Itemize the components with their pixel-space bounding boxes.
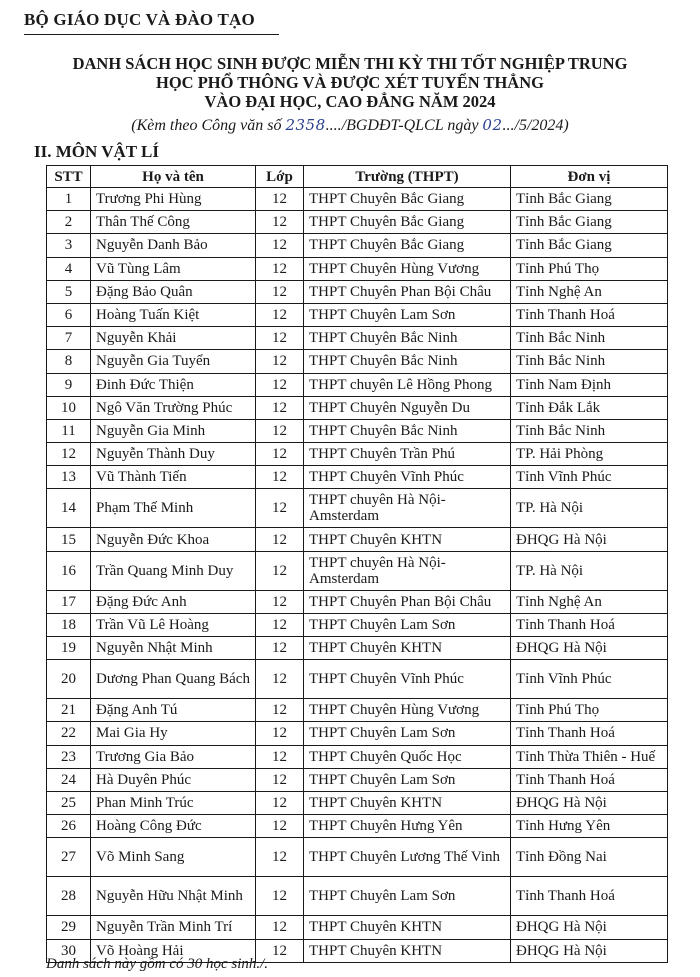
row-grade: 12: [256, 613, 304, 636]
row-stt: 29: [47, 916, 91, 939]
row-unit: ĐHQG Hà Nội: [511, 528, 668, 551]
row-stt: 14: [47, 489, 91, 528]
row-stt: 7: [47, 327, 91, 350]
row-school: THPT Chuyên Phan Bội Châu: [304, 590, 511, 613]
row-school: THPT Chuyên KHTN: [304, 939, 511, 962]
table-row: [47, 637, 668, 660]
table-row: [47, 815, 668, 838]
row-school: THPT Chuyên Bắc Ninh: [304, 419, 511, 442]
row-unit: ĐHQG Hà Nội: [511, 637, 668, 660]
row-school: THPT Chuyên Vĩnh Phúc: [304, 466, 511, 489]
table-row: [47, 722, 668, 745]
row-stt: 20: [47, 660, 91, 699]
row-unit: ĐHQG Hà Nội: [511, 916, 668, 939]
table-row: [47, 188, 668, 211]
row-school: THPT Chuyên Hùng Vương: [304, 257, 511, 280]
row-stt: 21: [47, 699, 91, 722]
table-row: [47, 489, 668, 528]
row-name: Hà Duyên Phúc: [91, 768, 256, 791]
row-grade: 12: [256, 257, 304, 280]
row-stt: 22: [47, 722, 91, 745]
row-school: THPT Chuyên Nguyễn Du: [304, 396, 511, 419]
row-school: THPT Chuyên Quốc Học: [304, 745, 511, 768]
row-stt: 3: [47, 234, 91, 257]
table-row: [47, 211, 668, 234]
document-title-line-2: HỌC PHỔ THÔNG VÀ ĐƯỢC XÉT TUYỂN THẲNG: [156, 73, 544, 92]
row-unit: Tỉnh Bắc Giang: [511, 188, 668, 211]
row-grade: 12: [256, 768, 304, 791]
row-school: THPT Chuyên Lam Sơn: [304, 303, 511, 326]
row-stt: 27: [47, 838, 91, 877]
table-row: [47, 303, 668, 326]
row-stt: 1: [47, 188, 91, 211]
row-stt: 23: [47, 745, 91, 768]
row-grade: 12: [256, 234, 304, 257]
row-grade: 12: [256, 419, 304, 442]
row-grade: 12: [256, 280, 304, 303]
table-row: [47, 327, 668, 350]
row-stt: 6: [47, 303, 91, 326]
row-school: THPT Chuyên Lam Sơn: [304, 768, 511, 791]
row-school: THPT Chuyên Lam Sơn: [304, 877, 511, 916]
row-stt: 8: [47, 350, 91, 373]
row-grade: 12: [256, 528, 304, 551]
row-name: Nguyễn Trần Minh Trí: [91, 916, 256, 939]
row-name: Thân Thế Công: [91, 211, 256, 234]
row-grade: 12: [256, 916, 304, 939]
table-row: [47, 443, 668, 466]
table-row: [47, 528, 668, 551]
row-name: Đinh Đức Thiện: [91, 373, 256, 396]
row-name: Trương Gia Bảo: [91, 745, 256, 768]
handwritten-doc-number: 2358: [285, 116, 326, 134]
header-grade: Lớp: [256, 166, 304, 188]
row-stt: 9: [47, 373, 91, 396]
row-unit: Tỉnh Nghệ An: [511, 280, 668, 303]
header-name: Họ và tên: [91, 166, 256, 188]
row-grade: 12: [256, 373, 304, 396]
row-unit: TP. Hà Nội: [511, 551, 668, 590]
table-row: [47, 590, 668, 613]
row-unit: Tỉnh Hưng Yên: [511, 815, 668, 838]
table-row: [47, 916, 668, 939]
row-school: THPT Chuyên Lam Sơn: [304, 722, 511, 745]
row-stt: 28: [47, 877, 91, 916]
row-name: Phan Minh Trúc: [91, 791, 256, 814]
row-grade: 12: [256, 327, 304, 350]
row-unit: Tỉnh Nam Định: [511, 373, 668, 396]
row-school: THPT Chuyên Vĩnh Phúc: [304, 660, 511, 699]
subtitle-prefix: (Kèm theo Công văn số: [131, 117, 286, 134]
row-unit: Tỉnh Bắc Ninh: [511, 350, 668, 373]
row-school: THPT Chuyên Hưng Yên: [304, 815, 511, 838]
row-school: THPT Chuyên KHTN: [304, 528, 511, 551]
row-name: Võ Minh Sang: [91, 838, 256, 877]
row-grade: 12: [256, 303, 304, 326]
row-stt: 11: [47, 419, 91, 442]
row-name: Nguyễn Khải: [91, 327, 256, 350]
table-header-row: [47, 166, 668, 188]
table-row: [47, 768, 668, 791]
row-name: Đặng Anh Tú: [91, 699, 256, 722]
row-school: THPT Chuyên Lương Thế Vinh: [304, 838, 511, 877]
row-school: THPT Chuyên KHTN: [304, 637, 511, 660]
row-unit: Tỉnh Thanh Hoá: [511, 303, 668, 326]
row-stt: 15: [47, 528, 91, 551]
row-grade: 12: [256, 443, 304, 466]
row-name: Trần Vũ Lê Hoàng: [91, 613, 256, 636]
table-row: [47, 838, 668, 877]
student-table: [46, 165, 668, 963]
row-name: Nguyễn Gia Tuyển: [91, 350, 256, 373]
row-stt: 26: [47, 815, 91, 838]
row-name: Nguyễn Nhật Minh: [91, 637, 256, 660]
row-unit: Tỉnh Phú Thọ: [511, 699, 668, 722]
row-stt: 24: [47, 768, 91, 791]
table-row: [47, 396, 668, 419]
row-grade: 12: [256, 877, 304, 916]
row-name: Nguyễn Gia Minh: [91, 419, 256, 442]
section-title: II. MÔN VẬT LÍ: [34, 142, 160, 161]
row-school: THPT Chuyên Hùng Vương: [304, 699, 511, 722]
header-unit: Đơn vị: [511, 166, 668, 188]
row-unit: Tỉnh Nghệ An: [511, 590, 668, 613]
table-row: [47, 419, 668, 442]
row-unit: Tỉnh Thanh Hoá: [511, 877, 668, 916]
row-grade: 12: [256, 396, 304, 419]
row-unit: Tỉnh Đồng Nai: [511, 838, 668, 877]
row-name: Trương Phi Hùng: [91, 188, 256, 211]
row-grade: 12: [256, 637, 304, 660]
row-grade: 12: [256, 722, 304, 745]
row-stt: 5: [47, 280, 91, 303]
row-unit: Tỉnh Thanh Hoá: [511, 613, 668, 636]
row-school: THPT Chuyên Bắc Giang: [304, 188, 511, 211]
row-name: Nguyễn Thành Duy: [91, 443, 256, 466]
row-school: THPT chuyên Hà Nội-Amsterdam: [304, 489, 511, 528]
row-name: Võ Hoàng Hải: [91, 939, 256, 962]
row-school: THPT Chuyên Lam Sơn: [304, 613, 511, 636]
row-grade: 12: [256, 350, 304, 373]
row-unit: ĐHQG Hà Nội: [511, 791, 668, 814]
table-row: [47, 373, 668, 396]
row-grade: 12: [256, 791, 304, 814]
row-grade: 12: [256, 551, 304, 590]
table-row: [47, 234, 668, 257]
row-school: THPT chuyên Lê Hồng Phong: [304, 373, 511, 396]
row-unit: Tỉnh Thanh Hoá: [511, 768, 668, 791]
row-unit: TP. Hải Phòng: [511, 443, 668, 466]
table-row: [47, 613, 668, 636]
subtitle-suffix: .../5/2024): [502, 117, 569, 134]
row-name: Ngô Văn Trường Phúc: [91, 396, 256, 419]
row-unit: Tỉnh Bắc Ninh: [511, 419, 668, 442]
row-grade: 12: [256, 211, 304, 234]
row-unit: Tỉnh Bắc Ninh: [511, 327, 668, 350]
row-grade: 12: [256, 590, 304, 613]
row-school: THPT chuyên Hà Nội-Amsterdam: [304, 551, 511, 590]
table-row: [47, 466, 668, 489]
row-stt: 17: [47, 590, 91, 613]
row-unit: ĐHQG Hà Nội: [511, 939, 668, 962]
table-row: [47, 877, 668, 916]
table-row: [47, 660, 668, 699]
subtitle-middle: ..../BGDĐT-QLCL ngày: [325, 117, 483, 134]
row-unit: Tỉnh Vĩnh Phúc: [511, 466, 668, 489]
row-school: THPT Chuyên Bắc Ninh: [304, 327, 511, 350]
row-stt: 18: [47, 613, 91, 636]
row-grade: 12: [256, 838, 304, 877]
table-row: [47, 257, 668, 280]
row-name: Hoàng Tuấn Kiệt: [91, 303, 256, 326]
row-name: Vũ Tùng Lâm: [91, 257, 256, 280]
row-unit: Tỉnh Thừa Thiên - Huế: [511, 745, 668, 768]
table-row: [47, 280, 668, 303]
row-grade: 12: [256, 660, 304, 699]
row-stt: 2: [47, 211, 91, 234]
row-stt: 13: [47, 466, 91, 489]
row-name: Phạm Thế Minh: [91, 489, 256, 528]
ministry-underline: [24, 34, 279, 35]
row-name: Đặng Bảo Quân: [91, 280, 256, 303]
row-school: THPT Chuyên Phan Bội Châu: [304, 280, 511, 303]
row-name: Đặng Đức Anh: [91, 590, 256, 613]
document-title-line-1: DANH SÁCH HỌC SINH ĐƯỢC MIỄN THI KỲ THI TỐT NGHIỆP TRUNG: [72, 54, 628, 73]
table-row: [47, 745, 668, 768]
table-row: [47, 791, 668, 814]
row-stt: 4: [47, 257, 91, 280]
row-name: Nguyễn Danh Bảo: [91, 234, 256, 257]
row-unit: Tỉnh Đắk Lắk: [511, 396, 668, 419]
table-row: [47, 699, 668, 722]
row-stt: 16: [47, 551, 91, 590]
row-grade: 12: [256, 815, 304, 838]
row-name: Vũ Thành Tiến: [91, 466, 256, 489]
row-stt: 10: [47, 396, 91, 419]
row-unit: Tỉnh Phú Thọ: [511, 257, 668, 280]
row-unit: Tỉnh Vĩnh Phúc: [511, 660, 668, 699]
row-name: Hoàng Công Đức: [91, 815, 256, 838]
row-stt: 19: [47, 637, 91, 660]
row-stt: 25: [47, 791, 91, 814]
row-stt: 12: [47, 443, 91, 466]
row-school: THPT Chuyên KHTN: [304, 916, 511, 939]
ministry-name: BỘ GIÁO DỤC VÀ ĐÀO TẠO: [24, 10, 255, 29]
row-school: THPT Chuyên Bắc Giang: [304, 211, 511, 234]
row-name: Mai Gia Hy: [91, 722, 256, 745]
header-school: Trường (THPT): [304, 166, 511, 188]
row-grade: 12: [256, 489, 304, 528]
row-school: THPT Chuyên Trần Phú: [304, 443, 511, 466]
row-name: Nguyễn Hữu Nhật Minh: [91, 877, 256, 916]
footnote: Danh sách này gồm có 30 học sinh./.: [46, 956, 269, 972]
table-row: [47, 551, 668, 590]
row-unit: Tỉnh Bắc Giang: [511, 234, 668, 257]
row-school: THPT Chuyên Bắc Ninh: [304, 350, 511, 373]
row-name: Trần Quang Minh Duy: [91, 551, 256, 590]
row-grade: 12: [256, 745, 304, 768]
row-name: Dương Phan Quang Bách: [91, 660, 256, 699]
row-grade: 12: [256, 939, 304, 962]
row-name: Nguyễn Đức Khoa: [91, 528, 256, 551]
table-body: [47, 188, 668, 963]
row-grade: 12: [256, 188, 304, 211]
row-school: THPT Chuyên Bắc Giang: [304, 234, 511, 257]
row-unit: Tỉnh Thanh Hoá: [511, 722, 668, 745]
document-subtitle: [20, 116, 680, 135]
row-grade: 12: [256, 466, 304, 489]
table-row: [47, 350, 668, 373]
document-title-line-3: VÀO ĐẠI HỌC, CAO ĐẲNG NĂM 2024: [204, 92, 496, 111]
row-stt: 30: [47, 939, 91, 962]
row-grade: 12: [256, 699, 304, 722]
row-unit: TP. Hà Nội: [511, 489, 668, 528]
row-unit: Tỉnh Bắc Giang: [511, 211, 668, 234]
header-stt: STT: [47, 166, 91, 188]
row-school: THPT Chuyên KHTN: [304, 791, 511, 814]
handwritten-doc-day: 02: [482, 116, 503, 134]
